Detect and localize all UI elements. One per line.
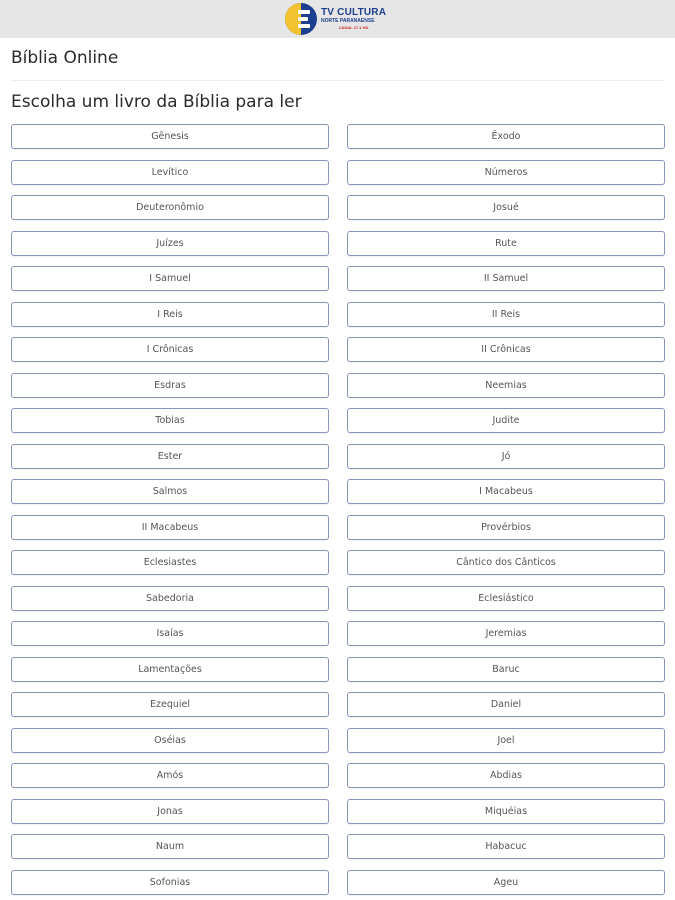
book-button[interactable]: Abdias (347, 763, 665, 788)
book-button[interactable]: Sabedoria (11, 586, 329, 611)
logo-region: NORTE PARANAENSE (321, 18, 375, 24)
book-button[interactable]: Tobias (11, 408, 329, 433)
book-button[interactable]: Provérbios (347, 515, 665, 540)
book-button[interactable]: Levítico (11, 160, 329, 185)
book-button[interactable]: Baruc (347, 657, 665, 682)
book-button[interactable]: Jó (347, 444, 665, 469)
book-button[interactable]: Juízes (11, 231, 329, 256)
book-button[interactable]: Salmos (11, 479, 329, 504)
page-title: Bíblia Online (11, 48, 119, 68)
book-button[interactable]: Jeremias (347, 621, 665, 646)
tv-cultura-logo[interactable] (284, 2, 386, 36)
book-button[interactable]: Isaías (11, 621, 329, 646)
book-button[interactable]: I Reis (11, 302, 329, 327)
tv-cultura-logo-icon (284, 2, 318, 36)
book-button[interactable]: Êxodo (347, 124, 665, 149)
logo-brand: TV CULTURA (321, 7, 387, 18)
book-button[interactable]: Ageu (347, 870, 665, 895)
book-button[interactable]: II Crônicas (347, 337, 665, 362)
book-button[interactable]: II Samuel (347, 266, 665, 291)
book-button[interactable]: Rute (347, 231, 665, 256)
book-button[interactable]: I Macabeus (347, 479, 665, 504)
book-button[interactable]: Habacuc (347, 834, 665, 859)
logo-channel: CANAL 27.1 HD (338, 25, 369, 30)
logo-text (321, 8, 386, 30)
divider (11, 80, 664, 81)
book-grid (11, 124, 665, 895)
book-button[interactable]: Gênesis (11, 124, 329, 149)
book-button[interactable]: II Reis (347, 302, 665, 327)
book-button[interactable]: Eclesiástico (347, 586, 665, 611)
book-button[interactable]: II Macabeus (11, 515, 329, 540)
book-button[interactable]: Miquéias (347, 799, 665, 824)
book-button[interactable]: Ester (11, 444, 329, 469)
book-button[interactable]: Neemias (347, 373, 665, 398)
book-button[interactable]: Cântico dos Cânticos (347, 550, 665, 575)
book-button[interactable]: I Crônicas (11, 337, 329, 362)
book-button[interactable]: Sofonias (11, 870, 329, 895)
book-button[interactable]: Joel (347, 728, 665, 753)
top-bar (0, 0, 675, 38)
book-button[interactable]: Judite (347, 408, 665, 433)
book-button[interactable]: Naum (11, 834, 329, 859)
book-button[interactable]: Josué (347, 195, 665, 220)
book-button[interactable]: I Samuel (11, 266, 329, 291)
book-button[interactable]: Números (347, 160, 665, 185)
book-button[interactable]: Daniel (347, 692, 665, 717)
book-button[interactable]: Deuteronômio (11, 195, 329, 220)
book-button[interactable]: Esdras (11, 373, 329, 398)
book-button[interactable]: Lamentações (11, 657, 329, 682)
book-button[interactable]: Eclesiastes (11, 550, 329, 575)
book-button[interactable]: Amós (11, 763, 329, 788)
book-selection-prompt: Escolha um livro da Bíblia para ler (11, 92, 302, 112)
book-button[interactable]: Oséias (11, 728, 329, 753)
book-button[interactable]: Ezequiel (11, 692, 329, 717)
book-button[interactable]: Jonas (11, 799, 329, 824)
